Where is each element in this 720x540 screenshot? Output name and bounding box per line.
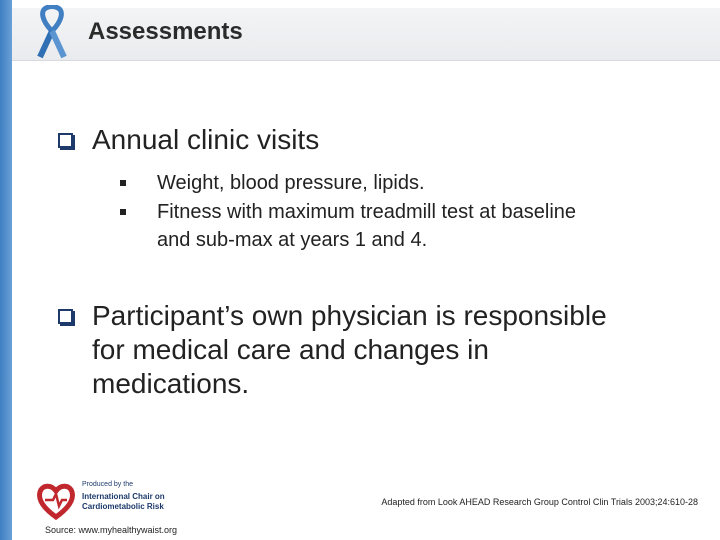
logo-text-line: Produced by the bbox=[82, 481, 133, 488]
sub-bullet-item: Fitness with maximum treadmill test at baseline bbox=[157, 201, 577, 223]
bullet-item: Annual clinic visits bbox=[92, 124, 320, 155]
checkbox-bullet-icon bbox=[58, 309, 73, 324]
citation: Adapted from Look AHEAD Research Group Control Clin Trials 2003;24:610-28 bbox=[381, 497, 698, 507]
checkbox-bullet-icon bbox=[58, 133, 73, 148]
source-link: Source: www.myhealthywaist.org bbox=[45, 525, 178, 535]
logo-text-line: Cardiometabolic Risk bbox=[82, 502, 164, 511]
awareness-ribbon-icon bbox=[34, 5, 70, 61]
sub-bullet-continuation: and sub-max at years 1 and 4. bbox=[157, 229, 428, 251]
bullet-item: Participant’s own physician is responsible bbox=[92, 300, 607, 331]
page-title: Assessments bbox=[88, 18, 243, 45]
sub-bullet-item: Weight, blood pressure, lipids. bbox=[157, 172, 425, 194]
chair-logo bbox=[36, 478, 186, 524]
left-accent-bar bbox=[0, 0, 12, 540]
bullet-item-continuation: medications. bbox=[92, 368, 250, 399]
logo-text-line: International Chair on bbox=[82, 492, 165, 501]
header-divider bbox=[12, 60, 720, 61]
square-bullet-icon bbox=[120, 180, 126, 186]
bullet-item-continuation: for medical care and changes in bbox=[92, 334, 489, 365]
square-bullet-icon bbox=[120, 209, 126, 215]
heart-icon bbox=[36, 481, 76, 521]
